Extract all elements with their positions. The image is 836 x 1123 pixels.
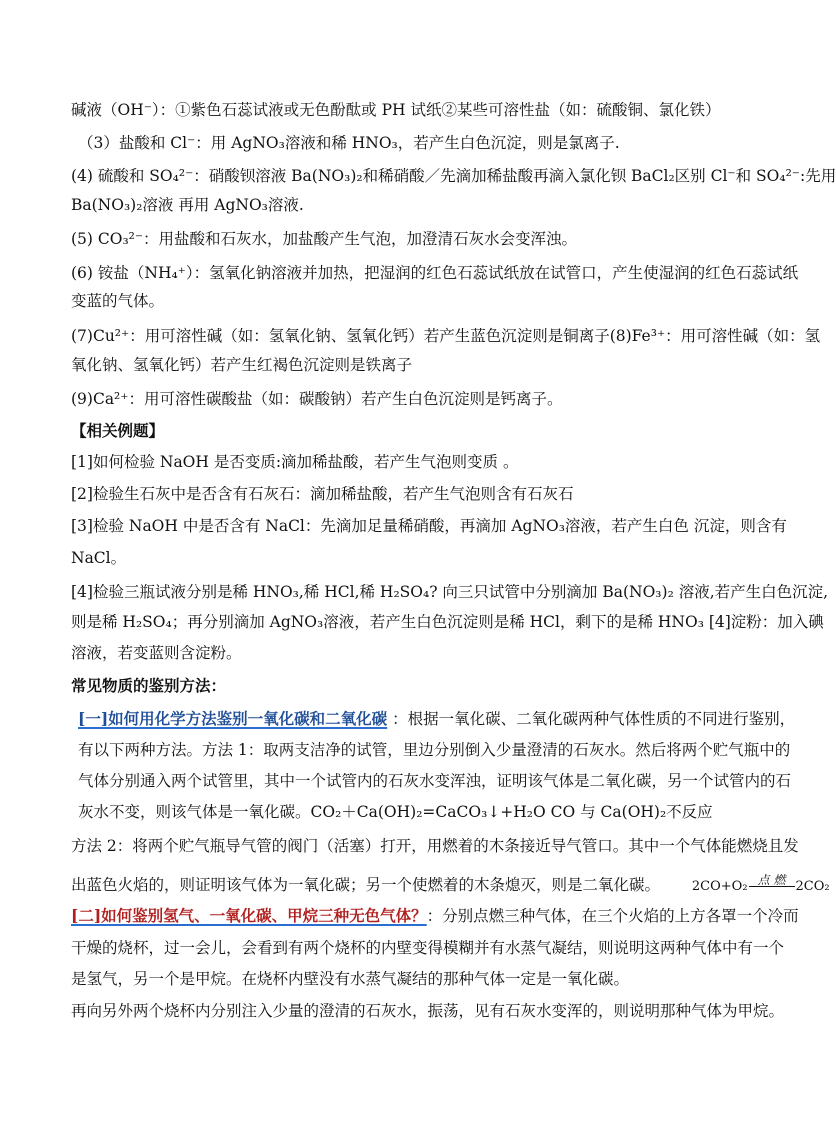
line-calcium-test: (9)Ca²⁺：用可溶性碳酸盐（如：碳酸钠）若产生白色沉淀则是钙离子。 xyxy=(71,390,563,408)
line-ammonium-test: (6) 铵盐（NH₄⁺）：氢氧化钠溶液并加热，把湿润的红色石蕊试纸放在试管口，产生使湿润的红色石蕊试纸 xyxy=(71,264,799,282)
line-sulfate-test: (4) 硫酸和 SO₄²⁻：硝酸钡溶液 Ba(NO₃)₂和稀硝酸／先滴加稀盐酸再滴入氯化钡 BaCl₂区别 Cl⁻和 SO₄²⁻:先用 xyxy=(71,167,836,185)
line-chloride-test: （3）盐酸和 Cl⁻：用 AgNO₃溶液和稀 HNO₃，若产生白色沉淀，则是氯离子. xyxy=(78,134,620,152)
method-3-line-4: 再向另外两个烧杯内分别注入少量的澄清的石灰水，振荡，见有石灰水变浑的，则说明那种气体为甲烷。 xyxy=(71,1002,785,1020)
section-heading-methods: 常见物质的鉴别方法： xyxy=(71,676,227,695)
equation-left: 2CO+O₂ xyxy=(691,879,748,894)
line-ammonium-test-cont: 变蓝的气体。 xyxy=(71,292,165,310)
method-1-line-3: 气体分别通入两个试管里，其中一个试管内的石灰水变浑浊，证明该气体是二氧化碳，另一个试管内的石 xyxy=(78,772,792,790)
example-3: [3]检验 NaOH 中是否含有 NaCl：先滴加足量稀硝酸，再滴加 AgNO₃溶液，若产生白色 沉淀，则含有 xyxy=(71,517,787,535)
section-heading-examples: 【相关例题】 xyxy=(71,421,165,440)
method-1-intro: ：根据一氧化碳、二氧化碳两种气体性质的不同进行鉴别， xyxy=(392,710,796,728)
line-base-test: 碱液（OH⁻）：①紫色石蕊试液或无色酚酞或 PH 试纸②某些可溶性盐（如：硫酸铜、氯化铁） xyxy=(71,101,721,119)
equation-condition: 点 燃 xyxy=(749,874,795,887)
line-copper-iron-test-cont: 氧化钠、氢氧化钙）若产生红褐色沉淀则是铁离子 xyxy=(71,356,413,374)
method-2-line-2 xyxy=(71,874,830,897)
method-1-line-4: 灰水不变，则该气体是一氧化碳。CO₂＋Ca(OH)₂=CaCO₃↓+H₂O CO 与 Ca(OH)₂不反应 xyxy=(78,803,713,821)
equation-right: 2CO₂ xyxy=(795,879,830,894)
example-3-cont: NaCl。 xyxy=(71,549,127,567)
example-4: [4]检验三瓶试液分别是稀 HNO₃,稀 HCl,稀 H₂SO₄? 向三只试管中分别滴加 Ba(NO₃)₂ 溶液,若产生白色沉淀, xyxy=(71,583,829,601)
example-2: [2]检验生石灰中是否含有石灰石：滴加稀盐酸，若产生气泡则含有石灰石 xyxy=(71,485,574,503)
method-3-heading-line xyxy=(71,906,799,926)
example-4-cont-2: 溶液，若变蓝则含淀粉。 xyxy=(71,644,242,662)
method-3-title: [二]如何鉴别氢气、一氧化碳、甲烷三种无色气体？ xyxy=(71,906,427,925)
method-1-heading-line xyxy=(78,709,795,729)
method-3-intro: ：分别点燃三种气体，在三个火焰的上方各罩一个冷而 xyxy=(426,907,799,925)
method-1-title: [一]如何用化学方法鉴别一氧化碳和二氧化碳 xyxy=(78,709,388,728)
line-carbonate-test: (5) CO₃²⁻：用盐酸和石灰水，加盐酸产生气泡，加澄清石灰水会变浑浊。 xyxy=(71,230,578,248)
method-2-line-1: 方法 2：将两个贮气瓶导气管的阀门（活塞）打开，用燃着的木条接近导气管口。其中一个气体能燃烧且发 xyxy=(71,837,799,855)
example-1: [1]如何检验 NaOH 是否变质:滴加稀盐酸，若产生气泡则变质 。 xyxy=(71,453,519,471)
line-sulfate-test-cont: Ba(NO₃)₂溶液 再用 AgNO₃溶液. xyxy=(71,196,304,214)
method-2-text: 出蓝色火焰的，则证明该气体为一氧化碳；另一个使燃着的木条熄灭，则是二氧化碳。 xyxy=(71,876,661,894)
example-4-cont: 则是稀 H₂SO₄；再分别滴加 AgNO₃溶液，若产生白色沉淀则是稀 HCl，剩下的是稀 HNO₃ [4]淀粉：加入碘 xyxy=(71,613,824,631)
method-1-line-2: 有以下两种方法。方法 1：取两支洁净的试管，里边分别倒入少量澄清的石灰水。然后将两个贮气瓶中的 xyxy=(78,741,791,759)
line-copper-iron-test: (7)Cu²⁺：用可溶性碱（如：氢氧化钠、氢氧化钙）若产生蓝色沉淀则是铜离子(8)Fe³⁺：用可溶性碱（如：氢 xyxy=(71,327,821,345)
method-3-line-3: 是氢气，另一个是甲烷。在烧杯内壁没有水蒸气凝结的那种气体一定是一氧化碳。 xyxy=(71,970,630,988)
method-3-line-2: 干燥的烧杯，过一会儿，会看到有两个烧杯的内壁变得模糊并有水蒸气凝结，则说明这两种气体中有一个 xyxy=(71,939,785,957)
